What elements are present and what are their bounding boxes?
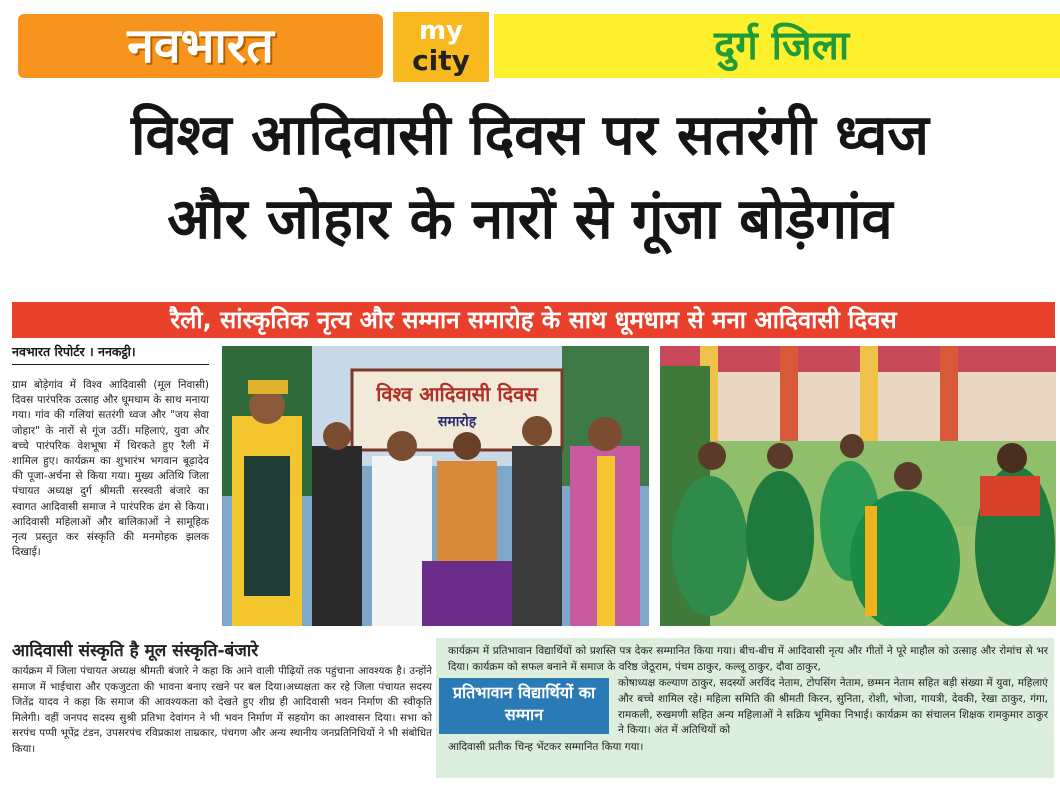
subheadline-strap xyxy=(12,302,1055,338)
tribal-dance-photo xyxy=(660,346,1056,626)
byline: नवभारत रिपोर्टर । ननकट्ठी। xyxy=(12,344,136,359)
district-banner xyxy=(494,14,1060,78)
headline-line-2: और जोहार के नारों से गूंजा बोड़ेगांव xyxy=(167,187,893,252)
headline-line-1: विश्व आदिवासी दिवस पर सतरंगी ध्वज xyxy=(131,103,929,168)
strap-text: रैली, सांस्कृतिक नृत्य और सम्मान समारोह के साथ धूमधाम से मना आदिवासी दिवस xyxy=(170,306,897,334)
masthead xyxy=(0,0,1060,88)
newspaper-logo xyxy=(18,14,383,78)
article-intro: ग्राम बोड़ेगांव में विश्व आदिवासी (मूल निवासी) दिवस पारंपरिक उत्साह और धूमधाम के साथ मनाया गया। गांव की गलियां सतरंगी ध्वज और "जय सेवा जोहार" के नारों से गूंज उठीं। महिलाएं, युवा और बच्चे पारंपरिक वेशभूषा में थिरकते हुए रैली में शामिल हुए। कार्यक्रम का शुभारंभ भगवान बूढ़ादेव की पूजा-अर्चना से किया गया। मुख्य अतिथि जिला पंचायत अध्यक्ष दुर्ग श्रीमती सरस्वती बंजारे का स्वागत आदिवासी समाज ने पारंपरिक ढंग से किया। आदिवासी महिलाओं और बालिकाओं ने सामूहिक नृत्य प्रस्तुत कर संस्कृति की मनमोहक झलक दिखाई। xyxy=(12,379,209,559)
brand-name: नवभारत xyxy=(127,18,274,74)
section-subhead: आदिवासी संस्कृति है मूल संस्कृति-बंजारे xyxy=(12,641,259,661)
award-ceremony-photo xyxy=(222,346,649,626)
box-paragraph-2: कोषाध्यक्ष कल्याण ठाकुर, सदस्यों अरविंद नेताम, टोपसिंग नेताम, छम्मन नेताम सहित बड़ी संख्या में युवा, महिलाएं और बच्चे शामिल रहे। महिला समिति की श्रीमती किरन, सुनिता, रोशी, भोजा, गायत्री, देवकी, रेखा ठाकुर, गंगा, रामकली, रुखमणी सहित अन्य महिलाओं ने सक्रिय भूमिका निभाई। कार्यक्रम का संचालन शिक्षक रामकुमार ठाकुर ने किया। अंत में अतिथियों को xyxy=(618,677,1048,737)
award-ceremony-image xyxy=(222,346,649,626)
box-paragraph-3: आदिवासी प्रतीक चिन्ह भेंटकर सम्मानित किया गया। xyxy=(448,741,644,753)
box-tag-text: प्रतिभावान विद्यार्थियों का सम्मान xyxy=(452,683,596,724)
badge-my: my xyxy=(418,16,464,46)
headline xyxy=(20,94,1040,262)
byline-divider xyxy=(12,364,209,365)
ceremony-banner-text: विश्व आदिवासी दिवस xyxy=(376,382,538,406)
box-tag xyxy=(439,678,609,734)
article-paragraph-2: कार्यक्रम में जिला पंचायत अध्यक्ष श्रीमती बंजारे ने कहा कि आने वाली पीढ़ियों तक पहुंचाना आवश्यक है। उन्होंने समाज में भाईचारा और एकजुटता की भावना बनाए रखने पर बल दिया।अध्यक्षता कर रहे जिला पंचायत सदस्य जितेंद्र यादव ने कहा कि समाज की आवश्यकता को देखते हुए शीघ्र ही आदिवासी भवन निर्माण की स्वीकृति मिलेगी। वहीं जनपद सदस्य सुश्री प्रतिभा देवांगन ने भी भवन निर्माण में सहयोग का आश्वासन दिया। सभा को सरपंच पप्पी भूपेंद्र टंडन, उपसरपंच रविप्रकाश ताम्रकार, पंचगण और अन्य स्थानीय जनप्रतिनिधियों ने भी संबोधित किया। xyxy=(12,665,432,755)
district-name: दुर्ग जिला xyxy=(714,23,850,69)
badge-city: city xyxy=(412,44,470,77)
ceremony-banner-text-2: समारोह xyxy=(437,414,477,430)
tribal-dance-image xyxy=(660,346,1056,626)
my-city-badge xyxy=(393,12,489,82)
box-paragraph-1: कार्यक्रम में प्रतिभावान विद्यार्थियों को प्रशस्ति पत्र देकर सम्मानित किया गया। बीच-बीच में आदिवासी नृत्य और गीतों ने पूरे माहौल को उत्साह और रोमांच से भर दिया। कार्यक्रम को सफल बनाने में समाज के वरिष्ठ जेठूराम, पंचम ठाकुर, कल्लू ठाकुर, दौवा ठाकुर, xyxy=(448,645,1048,673)
